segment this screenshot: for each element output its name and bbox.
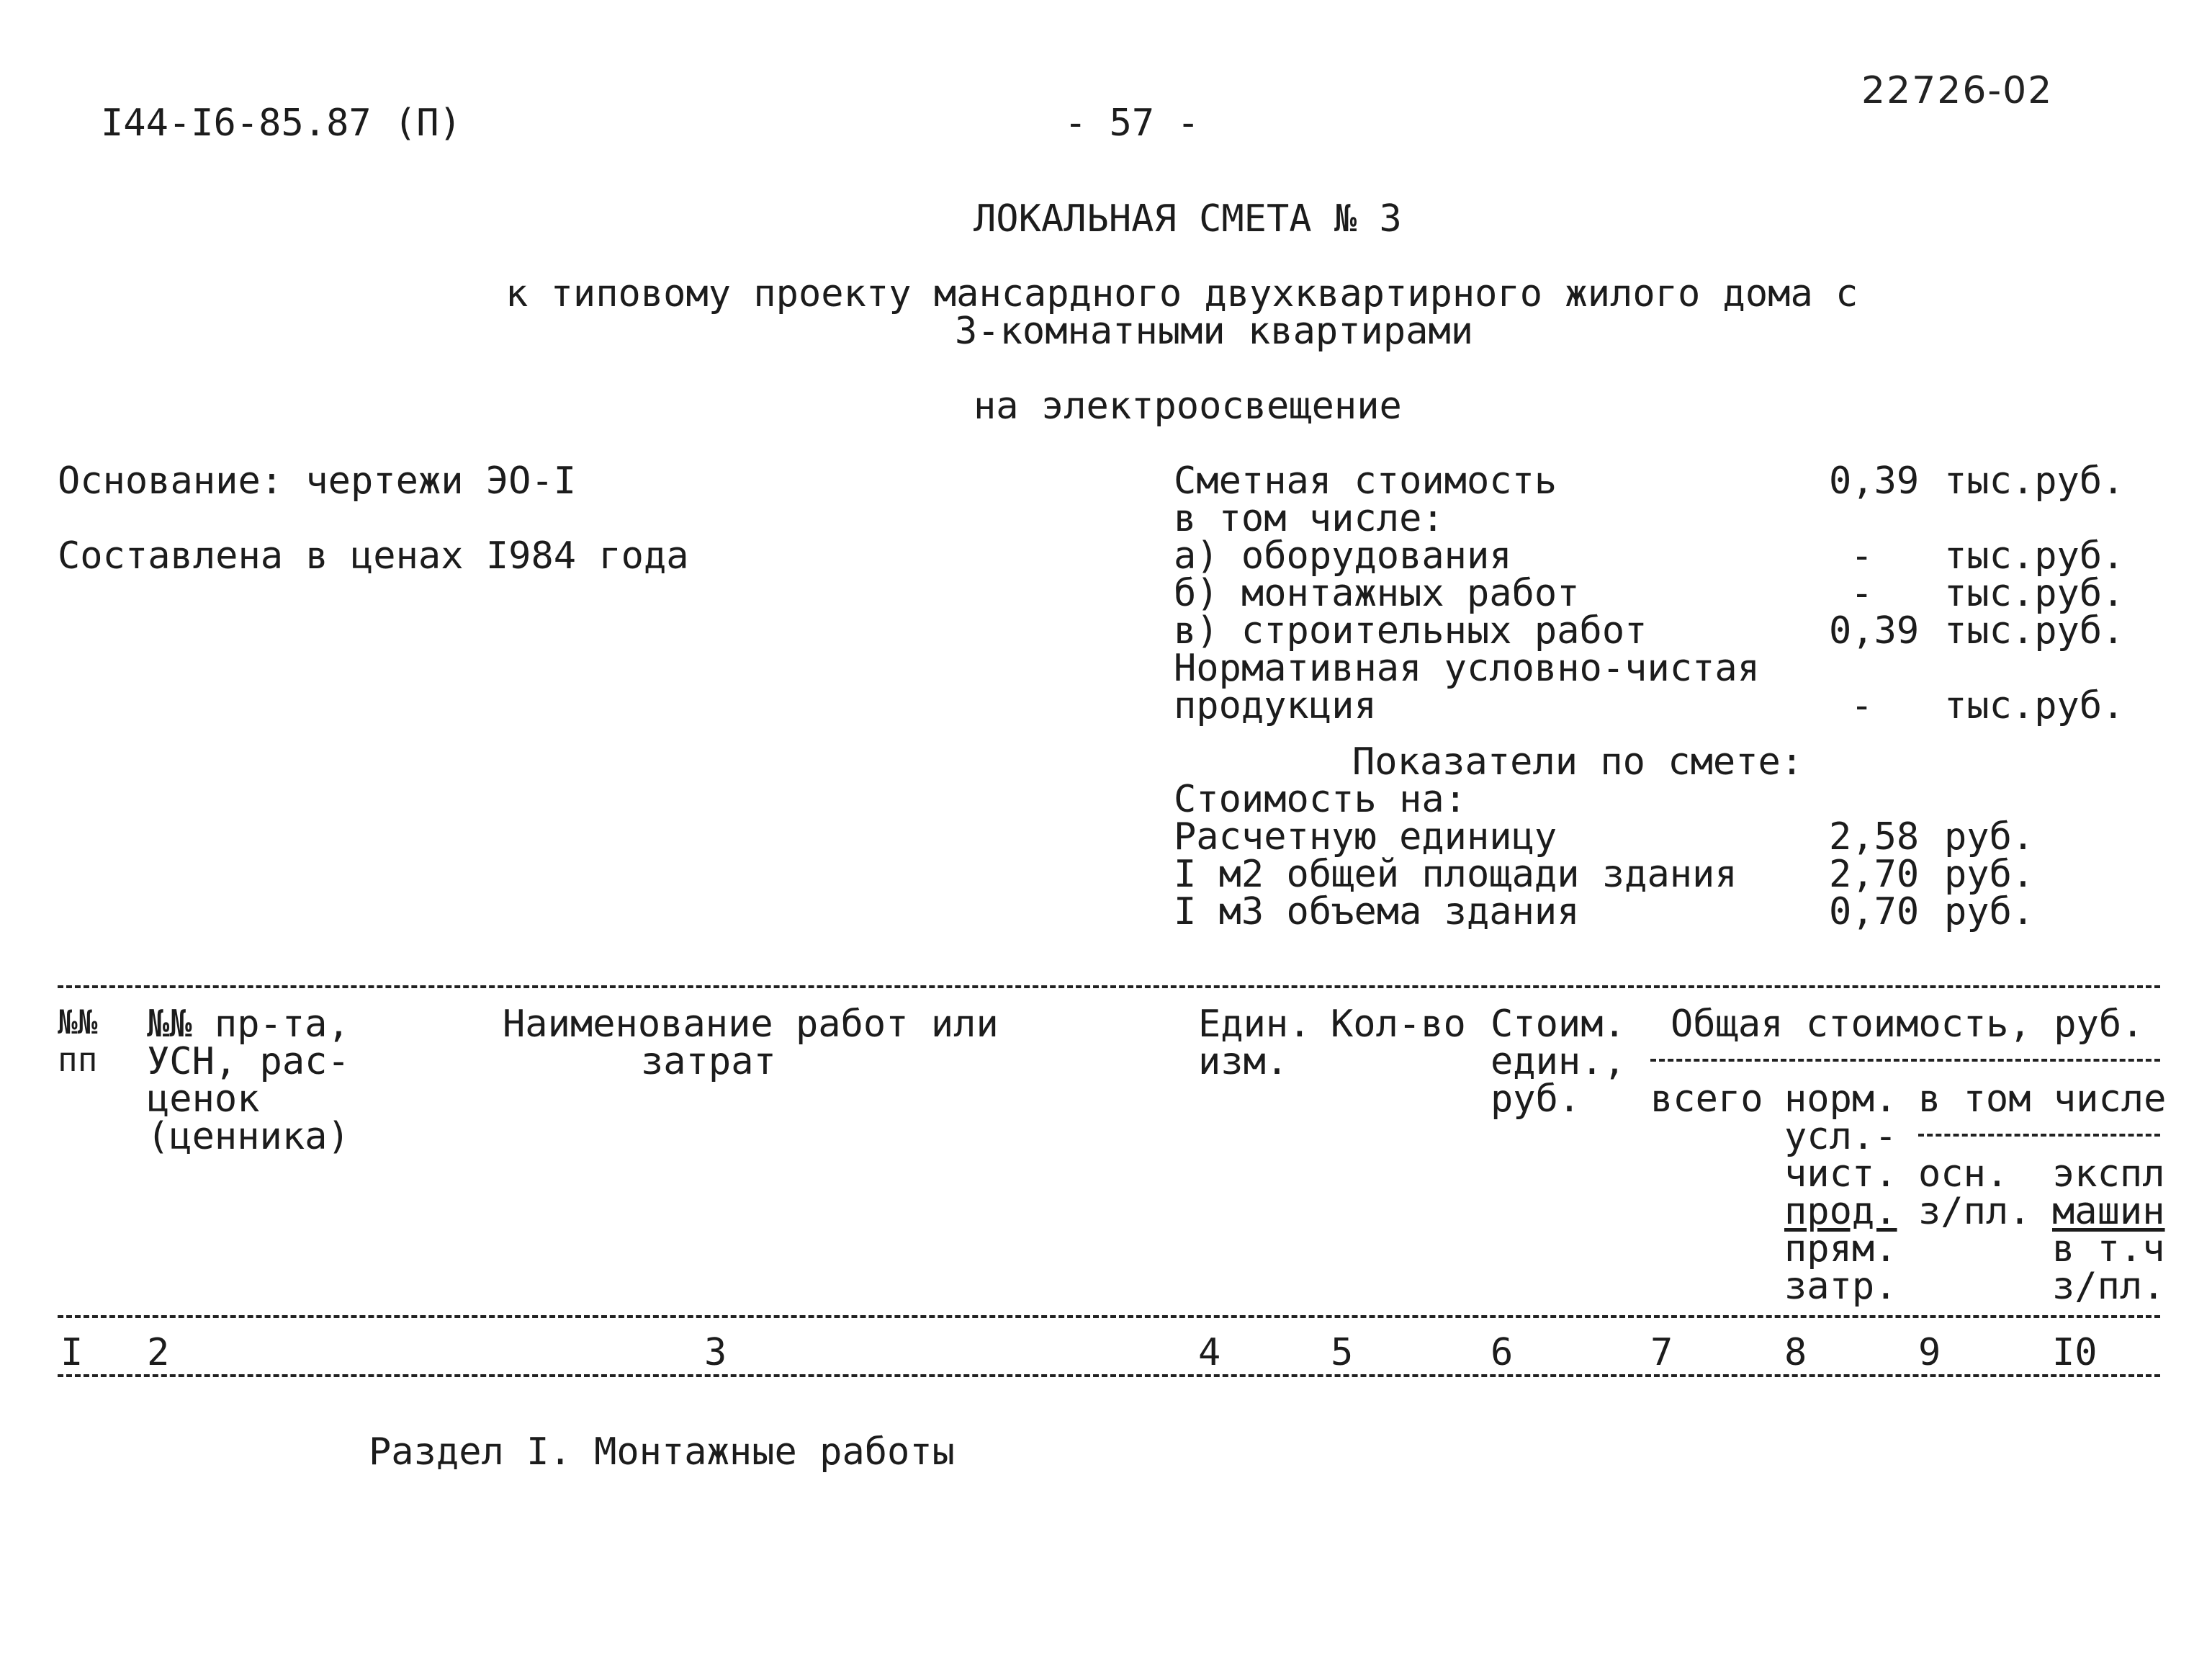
col8-line2: усл.- <box>1784 1115 1897 1158</box>
total-cost-subrule <box>1650 1059 2160 1062</box>
installation-unit: тыс.руб. <box>1944 572 2125 615</box>
col6-line3: руб. <box>1491 1077 1581 1121</box>
prices-year-text: Составлена в ценах I984 года <box>58 534 689 578</box>
col10-line4: з/пл. <box>2052 1265 2165 1308</box>
col8-line3: чист. <box>1784 1152 1897 1196</box>
normative-label-line2: продукция <box>1174 684 1377 727</box>
equipment-value: - <box>1851 534 1874 578</box>
col2-line3: ценок <box>147 1077 260 1121</box>
unit-cost-value: 2,58 <box>1829 815 1920 859</box>
column-number-2: 2 <box>147 1331 170 1374</box>
col4-line1: Един. <box>1198 1003 1311 1046</box>
col9-line1: осн. <box>1918 1152 2009 1196</box>
col8-line4: прод. <box>1784 1190 1897 1233</box>
volume-cost-value: 0,70 <box>1829 890 1920 933</box>
total-cost-label: Сметная стоимость <box>1174 460 1557 503</box>
total-cost-unit: тыс.руб. <box>1944 460 2125 503</box>
column-number-10: I0 <box>2052 1331 2098 1374</box>
equipment-label: а) оборудования <box>1174 534 1512 578</box>
subtitle-line-2: 3-комнатными квартирами <box>955 310 1474 353</box>
col2-line2: УСН, рас- <box>147 1040 350 1083</box>
installation-value: - <box>1851 572 1874 615</box>
col5-line1: Кол-во <box>1331 1003 1466 1046</box>
col6-line2: един., <box>1491 1040 1626 1083</box>
area-cost-value: 2,70 <box>1829 853 1920 896</box>
normative-label-line1: Нормативная условно-чистая <box>1174 647 1760 690</box>
col4-line2: изм. <box>1198 1040 1289 1083</box>
col10-line1: экспл <box>2052 1152 2165 1196</box>
col10-line2: машин <box>2052 1190 2165 1233</box>
col1-line1: №№ <box>58 1003 98 1041</box>
section-title: Раздел I. Монтажные работы <box>369 1430 955 1474</box>
col2-line1: №№ пр-та, <box>147 1003 350 1046</box>
volume-cost-unit: руб. <box>1944 890 2035 933</box>
table-top-rule <box>58 985 2160 988</box>
column-number-3: 3 <box>704 1331 727 1374</box>
basis-text: Основание: чертежи ЭО-I <box>58 460 577 503</box>
including-label: в том числе: <box>1174 497 1444 540</box>
document-title: ЛОКАЛЬНАЯ СМЕТА № 3 <box>974 197 1402 241</box>
equipment-unit: тыс.руб. <box>1944 534 2125 578</box>
in-that-number-header: в том числе <box>1918 1077 2167 1121</box>
unit-cost-label: Расчетную единицу <box>1174 815 1557 859</box>
subtitle-line-1: к типовому проекту мансардного двухквартирного жилого дома с <box>505 272 1858 315</box>
total-cost-value: 0,39 <box>1829 460 1920 503</box>
construction-label: в) строительных работ <box>1174 609 1647 653</box>
cost-on-label: Стоимость на: <box>1174 778 1467 821</box>
col7-header: всего <box>1650 1077 1763 1121</box>
column-number-4: 4 <box>1198 1331 1221 1374</box>
col9-line2: з/пл. <box>1918 1190 2031 1233</box>
unit-cost-unit: руб. <box>1944 815 2035 859</box>
document-code: I44-I6-85.87 (П) <box>101 102 462 145</box>
column-numbers-bottom-rule <box>58 1374 2160 1377</box>
total-cost-header: Общая стоимость, руб. <box>1671 1003 2144 1046</box>
col1-line2: пп <box>58 1040 98 1079</box>
archive-stamp-number: 22726-02 <box>1861 69 2054 112</box>
column-number-8: 8 <box>1784 1331 1807 1374</box>
installation-label: б) монтажных работ <box>1174 572 1580 615</box>
normative-value: - <box>1851 684 1874 727</box>
construction-unit: тыс.руб. <box>1944 609 2125 653</box>
column-number-1: I <box>60 1331 84 1374</box>
column-number-7: 7 <box>1650 1331 1673 1374</box>
column-number-6: 6 <box>1491 1331 1514 1374</box>
col2-line4: (ценника) <box>147 1115 350 1158</box>
col8-line1: норм. <box>1784 1077 1897 1121</box>
area-cost-unit: руб. <box>1944 853 2035 896</box>
indicators-title: Показатели по смете: <box>1352 740 1804 784</box>
col10-line3: в т.ч <box>2052 1227 2165 1271</box>
col3-line2: затрат <box>641 1040 776 1083</box>
estimate-purpose: на электроосвещение <box>974 385 1402 428</box>
page-number: - 57 - <box>1064 102 1200 145</box>
normative-unit: тыс.руб. <box>1944 684 2125 727</box>
area-cost-label: I м2 общей площади здания <box>1174 853 1737 896</box>
col6-line1: Стоим. <box>1491 1003 1626 1046</box>
volume-cost-label: I м3 объема здания <box>1174 890 1580 933</box>
col3-line1: Наименование работ или <box>503 1003 999 1046</box>
col8-line6: затр. <box>1784 1265 1897 1308</box>
table-header-bottom-rule <box>58 1315 2160 1318</box>
in-that-number-subrule <box>1918 1134 2160 1137</box>
column-number-5: 5 <box>1331 1331 1354 1374</box>
column-number-9: 9 <box>1918 1331 1941 1374</box>
col8-line5: прям. <box>1784 1227 1897 1271</box>
construction-value: 0,39 <box>1829 609 1920 653</box>
